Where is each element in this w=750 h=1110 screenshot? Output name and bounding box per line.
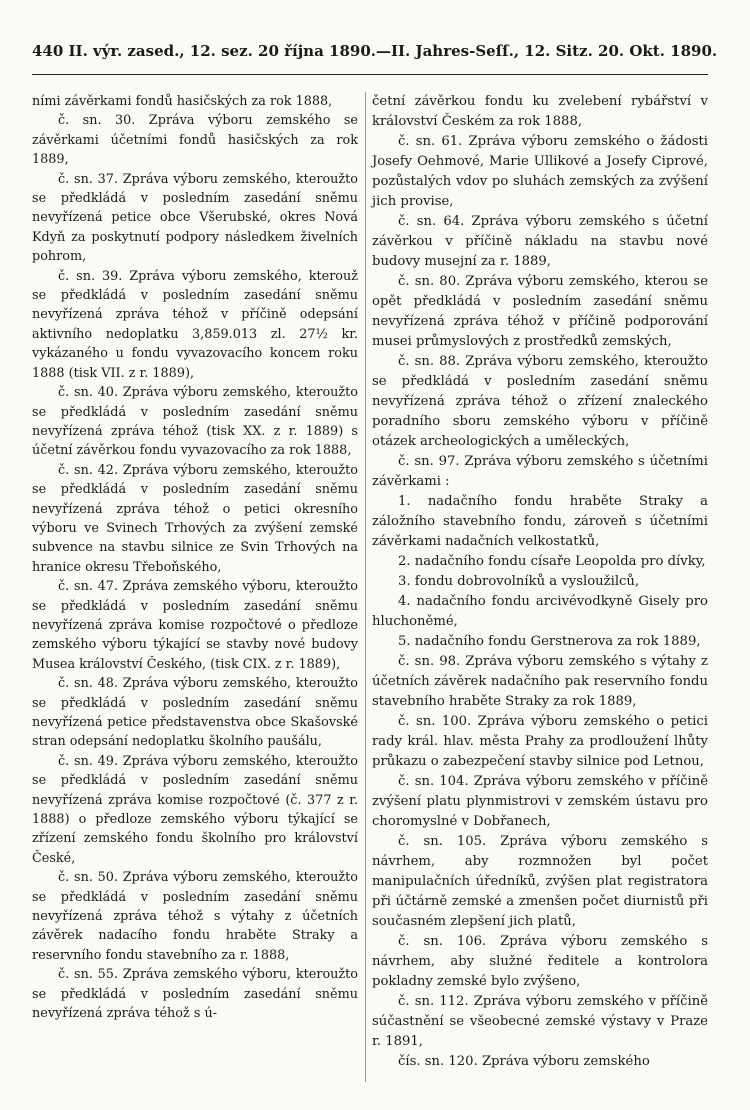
header-dash: — — [376, 42, 392, 60]
paragraph: č. sn. 47. Zpráva zemského výboru, kteroužto se předkládá v posledním zasedání sněmu nevyřízená zpráva komise rozpočtové o předloze zemského výboru týkající se stavby nové budovy Musea království Českého, (tisk CIX. z r. 1889), — [32, 579, 358, 672]
list-item: 1. nadačního fondu hraběte Straky a záložního stavebního fondu, zároveň s účetními závěrkami nadačních velkostatků, — [372, 494, 708, 549]
paragraph: č. sn. 112. Zpráva výboru zemského v příčině súčastnění se všeobecné zemské výstavy v Praze r. 1891, — [372, 994, 708, 1049]
paragraph: č. sn. 64. Zpráva výboru zemského s účetní závěrkou v příčině nákladu na stavbu nové budovy musejní za r. 1889, — [372, 214, 708, 269]
paragraph: č. sn. 30. Zpráva výboru zemského se závěrkami účetními fondů hasičských za rok 1889, — [32, 113, 358, 168]
paragraph: č. sn. 48. Zpráva výboru zemského, kteroužto se předkládá v posledním zasedání sněmu nevyřízená petice představenstva obce Skašovské stran odepsání nedoplatku školního paušálu, — [32, 676, 358, 750]
paragraph: čís. sn. 120. Zpráva výboru zemského — [398, 1054, 650, 1069]
paragraph: č. sn. 61. Zpráva výboru zemského o žádosti Josefy Oehmové, Marie Ullikové a Josefy Ciprové, pozůstalých vdov po sluhách zemských za zvýšení jich provise, — [372, 134, 708, 209]
paragraph: č. sn. 98. Zpráva výboru zemského s výtahy z účetních závěrek nadačního pak reservního fondu stavebního hraběte Straky za rok 1889, — [372, 654, 708, 709]
paragraph: č. sn. 106. Zpráva výboru zemského s návrhem, aby služné ředitele a kontrolora pokladny zemské bylo zvýšeno, — [372, 934, 708, 989]
paragraph: č. sn. 42. Zpráva výboru zemského, kteroužto se předkládá v posledním zasedání sněmu nevyřízená zpráva téhož o petici okresního výboru ve Svinech Trhových za zvýšení zemské subvence na stavbu silnice ze Svin Trhových na hranice okresu Třeboňského, — [32, 462, 358, 575]
list-item: 5. nadačního fondu Gerstnerova za rok 1889, — [398, 634, 701, 649]
paragraph: č. sn. 80. Zpráva výboru zemského, kterou se opět předkládá v posledním zasedání sněmu nevyřízená zpráva téhož v příčině podporování musei průmyslových z prostředků zemských, — [372, 274, 708, 349]
paragraph: četní závěrkou fondu ku zvelebení rybářství v království Českém za rok 1888, — [372, 94, 708, 129]
paragraph: č. sn. 50. Zpráva výboru zemského, kteroužto se předkládá v posledním zasedání sněmu nevyřízená zpráva téhož s výtahy z účetních závěrek nadacího fondu hraběte Straky a reservního fondu stavebního za r. 1888, — [32, 870, 358, 963]
paragraph: č. sn. 100. Zpráva výboru zemského o petici rady král. hlav. města Prahy za prodloužení lhůty průkazu o zabezpečení stavby silnice pod Letnou, — [372, 714, 708, 769]
paragraph: č. sn. 88. Zpráva výboru zemského, kteroužto se předkládá v posledním zasedání sněmu nevyřízená zpráva téhož o zřízení znaleckého poradního sboru zemského výboru v příčině otázek archeologických a uměleckých, — [372, 354, 708, 449]
header-german: II. Jahres-Seſſ., 12. Sitz. 20. Okt. 1890. — [391, 42, 718, 60]
paragraph: ními závěrkami fondů hasičských za rok 1888, — [32, 94, 333, 109]
header-czech: 440 II. výr. zased., 12. sez. 20 října 1890. — [32, 42, 377, 60]
paragraph: č. sn. 105. Zpráva výboru zemského s návrhem, aby rozmnožen byl počet manipulačních úředníků, zvýšen plat registratora při účtárně zemské a zmenšen počet diurnistů při současném zlepšení jich platů, — [372, 834, 708, 929]
list-item: 4. nadačního fondu arcivévodkyně Gisely pro hluchoněmé, — [372, 594, 708, 629]
column-divider — [365, 92, 366, 1082]
paragraph: č. sn. 40. Zpráva výboru zemského, kteroužto se předkládá v posledním zasedání sněmu nevyřízená zpráva téhož (tisk XX. z r. 1889) s účetní závěrkou fondu vyvazovacího za rok 1888, — [32, 385, 358, 459]
right-column — [372, 92, 708, 1072]
running-header — [32, 42, 718, 60]
paragraph: č. sn. 97. Zpráva výboru zemského s účetními závěrkami : — [372, 454, 708, 489]
paragraph: č. sn. 104. Zpráva výboru zemského v příčině zvýšení platu plynmistrovi v zemském ústavu pro choromyslné v Dobřanech, — [372, 774, 708, 829]
paragraph: č. sn. 37. Zpráva výboru zemského, kteroužto se předkládá v posledním zasedání sněmu nevyřízená petice obce Všerubské, okres Nová Kdyň za poskytnutí podpory následkem živelních pohrom, — [32, 171, 358, 265]
paragraph: č. sn. 39. Zpráva výboru zemského, kterouž se předkládá v posledním zasedání sněmu nevyřízená zpráva téhož v příčině odepsání aktivního nedoplatku 3,859.013 zl. 27½ kr. vykázaného u fondu vyvazovacího koncem roku 1888 (tisk VII. z r. 1889), — [32, 268, 358, 381]
list-item: 3. fondu dobrovolníků a vysloužilců, — [398, 574, 640, 589]
list-item: 2. nadačního fondu císaře Leopolda pro dívky, — [398, 554, 706, 569]
header-rule — [32, 74, 708, 75]
paragraph: č. sn. 55. Zpráva zemského výboru, kteroužto se předkládá v posledním zasedání sněmu nevyřízená zpráva téhož s ú- — [32, 967, 358, 1022]
left-column — [32, 92, 358, 1024]
paragraph: č. sn. 49. Zpráva výboru zemského, kteroužto se předkládá v posledním zasedání sněmu nevyřízená zpráva komise rozpočtové (č. 377 z r. 1888) o předloze zemského výboru týkající se zřízení zemského fondu školního pro království České, — [32, 753, 358, 866]
